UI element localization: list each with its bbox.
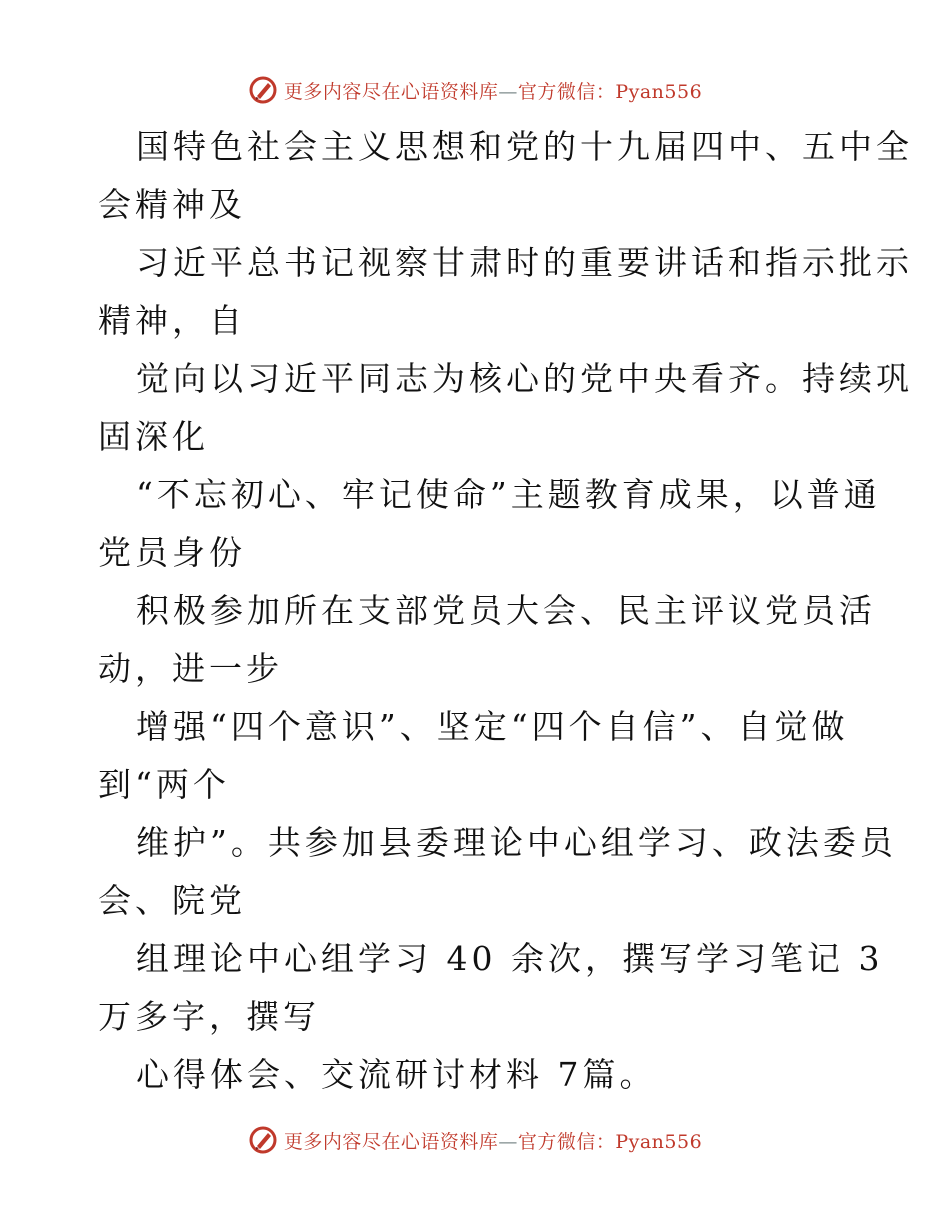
body-line: 习近平总书记视察甘肃时的重要讲话和指示批示 xyxy=(136,243,913,282)
body-line: 心得体会、交流研讨材料 7篇。 xyxy=(136,1055,657,1094)
watermark-text: 更多内容尽在心语资料库 xyxy=(283,1130,499,1153)
watermark-text: 更多内容尽在心语资料库 xyxy=(283,80,499,103)
body-line: 会精神及 xyxy=(98,185,246,224)
body-line: 积极参加所在支部党员大会、民主评议党员活 xyxy=(136,591,876,630)
document-body xyxy=(98,118,913,1104)
body-line: 精神，自 xyxy=(98,301,246,340)
watermark-official: 官方微信：Pyan556 xyxy=(517,80,703,103)
header-watermark xyxy=(0,70,950,110)
body-line: 觉向以习近平同志为核心的党中央看齐。持续巩 xyxy=(136,359,913,398)
body-line: 会、院党 xyxy=(98,881,246,920)
body-line: 动，进一步 xyxy=(98,649,283,688)
pen-logo-icon xyxy=(248,1125,278,1155)
watermark-separator: — xyxy=(498,80,518,103)
pen-logo-icon xyxy=(248,75,278,105)
body-line: 增强“四个意识”、坚定“四个自信”、自觉做 xyxy=(136,707,849,746)
body-line: 党员身份 xyxy=(98,533,246,572)
body-line: 到“两个 xyxy=(98,765,230,804)
watermark-separator: — xyxy=(498,1130,518,1153)
body-line: “不忘初心、牢记使命”主题教育成果，以普通 xyxy=(136,475,881,514)
watermark-official: 官方微信：Pyan556 xyxy=(517,1130,703,1153)
body-line: 国特色社会主义思想和党的十九届四中、五中全 xyxy=(136,127,913,166)
body-line: 固深化 xyxy=(98,417,209,456)
footer-watermark xyxy=(0,1120,950,1160)
body-line: 组理论中心组学习 40 余次，撰写学习笔记 3 xyxy=(136,939,884,978)
body-line: 维护”。共参加县委理论中心组学习、政法委员 xyxy=(136,823,897,862)
body-line: 万多字，撰写 xyxy=(98,997,320,1036)
